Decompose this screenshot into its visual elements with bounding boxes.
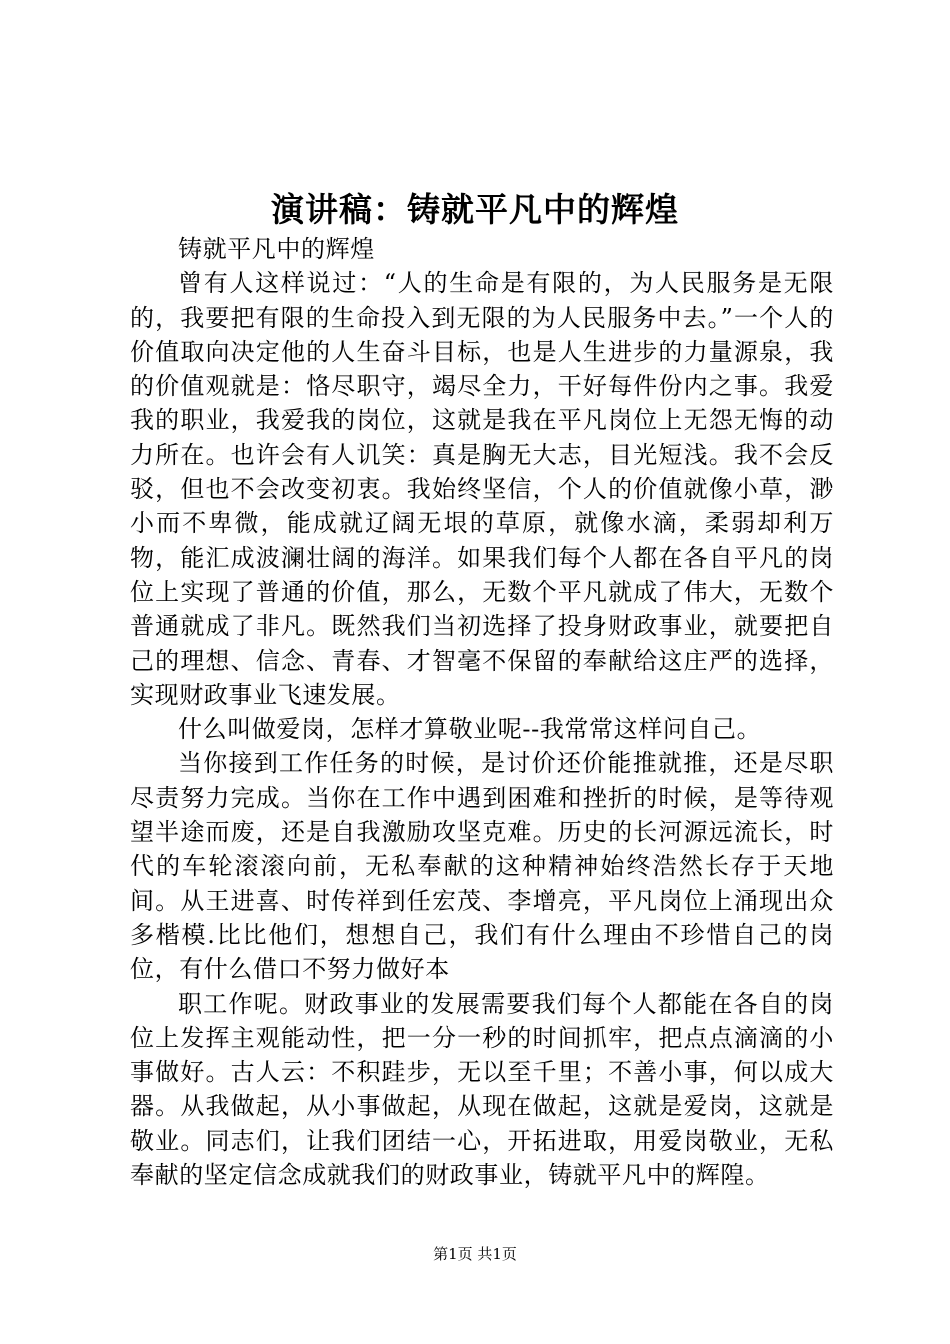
body-paragraph: 曾有人这样说过：“人的生命是有限的，为人民服务是无限的，我要把有限的生命投入到无限的为人民服务中去。”一个人的价值取向决定他的人生奋斗目标，也是人生进步的力量源泉，我的价值观就是：恪尽职守，竭尽全力，干好每件份内之事。我爱我的职业，我爱我的岗位，这就是我在平凡岗位上无怨无悔的动力所在。也许会有人讥笑：真是胸无大志，目光短浅。我不会反驳，但也不会改变初衷。我始终坚信，个人的价值就像小草，渺小而不卑微，能成就辽阔无垠的草原，就像水滴，柔弱却利万物，能汇成波澜壮阔的海洋。如果我们每个人都在各自平凡的岗位上实现了普通的价值，那么，无数个平凡就成了伟大，无数个普通就成了非凡。既然我们当初选择了投身财政事业，就要把自己的理想、信念、青春、才智毫不保留的奉献给这庄严的选择，实现财政事业飞速发展。 xyxy=(130,269,834,709)
page-number-footer: 第1页 共1页 xyxy=(433,1245,517,1263)
body-paragraph: 当你接到工作任务的时候，是讨价还价能推就推，还是尽职尽责努力完成。当你在工作中遇到困难和挫折的时候，是等待观望半途而废，还是自我激励攻坚克难。历史的长河源远流长，时代的车轮滚滚向前，无私奉献的这种精神始终浩然长存于天地间。从王进喜、时传祥到任宏茂、李增亮，平凡岗位上涌现出众多楷模.比比他们，想想自己，我们有什么理由不珍惜自己的岗位，有什么借口不努力做好本 xyxy=(130,749,834,984)
subtitle-paragraph: 铸就平凡中的辉煌 xyxy=(178,235,375,263)
body-paragraph: 职工作呢。财政事业的发展需要我们每个人都能在各自的岗位上发挥主观能动性，把一分一秒的时间抓牢，把点点滴滴的小事做好。古人云：不积跬步，无以至千里；不善小事，何以成大器。从我做起，从小事做起，从现在做起，这就是爱岗，这就是敬业。同志们，让我们团结一心，开拓进取，用爱岗敬业，无私奉献的坚定信念成就我们的财政事业，铸就平凡中的辉隍。 xyxy=(130,989,834,1190)
document-title: 演讲稿：铸就平凡中的辉煌 xyxy=(271,190,679,229)
body-paragraph: 什么叫做爱岗，怎样才算敬业呢--我常常这样问自己。 xyxy=(178,715,762,744)
document-body xyxy=(130,232,834,1192)
